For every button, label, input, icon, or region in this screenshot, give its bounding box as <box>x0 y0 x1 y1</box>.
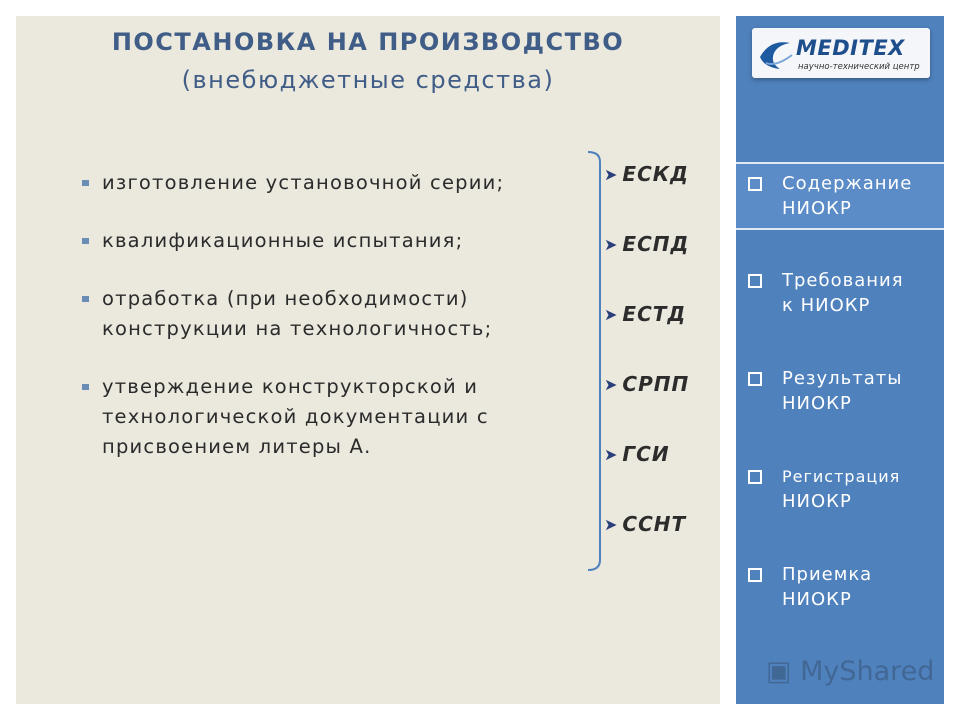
bullet-text-line: отработка (при необходимости) <box>102 287 469 310</box>
globe-swoosh-icon <box>756 33 796 73</box>
standard-item: ➤ СРПП <box>604 372 690 396</box>
nav-item-acceptance[interactable]: Приемка НИОКР <box>748 562 872 612</box>
bullet-list <box>82 168 582 490</box>
nav-item-content[interactable]: Содержание НИОКР <box>748 171 912 221</box>
bullet-item <box>82 284 582 344</box>
nav-item-results[interactable]: Результаты НИОКР <box>748 366 902 416</box>
bullet-text-line: изготовление установочной серии; <box>102 171 505 194</box>
arrow-bullet-icon: ➤ <box>604 235 619 254</box>
bullet-item <box>82 226 582 256</box>
slide-subtitle: (внебюджетные средства) <box>181 66 555 94</box>
arrow-bullet-icon: ➤ <box>604 375 619 394</box>
checkbox-square-icon <box>748 177 762 191</box>
sidebar <box>736 16 944 704</box>
nav-item-registration[interactable]: Регистрация НИОКР <box>748 464 900 514</box>
logo-name: MEDITEX <box>796 36 905 60</box>
myshared-watermark: ▣ MyShared <box>766 656 935 687</box>
slide-title: ПОСТАНОВКА НА ПРОИЗВОДСТВО <box>111 28 625 56</box>
bullet-text-line: конструкции на технологичность; <box>102 317 493 340</box>
checkbox-square-icon <box>748 568 762 582</box>
meditex-logo <box>752 28 930 78</box>
checkbox-square-icon <box>748 274 762 288</box>
square-bullet-icon <box>82 180 89 186</box>
square-bullet-icon <box>82 238 89 244</box>
arrow-bullet-icon: ➤ <box>604 515 619 534</box>
bullet-text-line: технологической документации с <box>102 405 489 428</box>
logo-subtitle: научно-технический центр <box>798 62 920 72</box>
standard-item: ➤ ЕСПД <box>604 232 690 256</box>
bullet-text-line: присвоением литеры А. <box>102 435 372 458</box>
square-bullet-icon <box>82 296 89 302</box>
bullet-item <box>82 168 582 198</box>
standard-item: ➤ ЕСКД <box>604 162 689 186</box>
arrow-bullet-icon: ➤ <box>604 445 619 464</box>
standard-item: ➤ ССНТ <box>604 512 687 536</box>
bullet-text-line: квалификационные испытания; <box>102 229 464 252</box>
arrow-bullet-icon: ➤ <box>604 305 619 324</box>
bullet-item <box>82 372 582 462</box>
standard-item: ➤ ГСИ <box>604 442 670 466</box>
checkbox-square-icon <box>748 470 762 484</box>
standard-item: ➤ ЕСТД <box>604 302 687 326</box>
content-panel <box>16 16 720 704</box>
arrow-bullet-icon: ➤ <box>604 165 619 184</box>
bullet-text-line: утверждение конструкторской и <box>102 375 479 398</box>
square-bullet-icon <box>82 384 89 390</box>
standards-list <box>604 162 689 582</box>
presentation-screen-icon: ▣ <box>766 656 792 687</box>
checkbox-square-icon <box>748 372 762 386</box>
nav-item-requirements[interactable]: Требования к НИОКР <box>748 268 904 318</box>
